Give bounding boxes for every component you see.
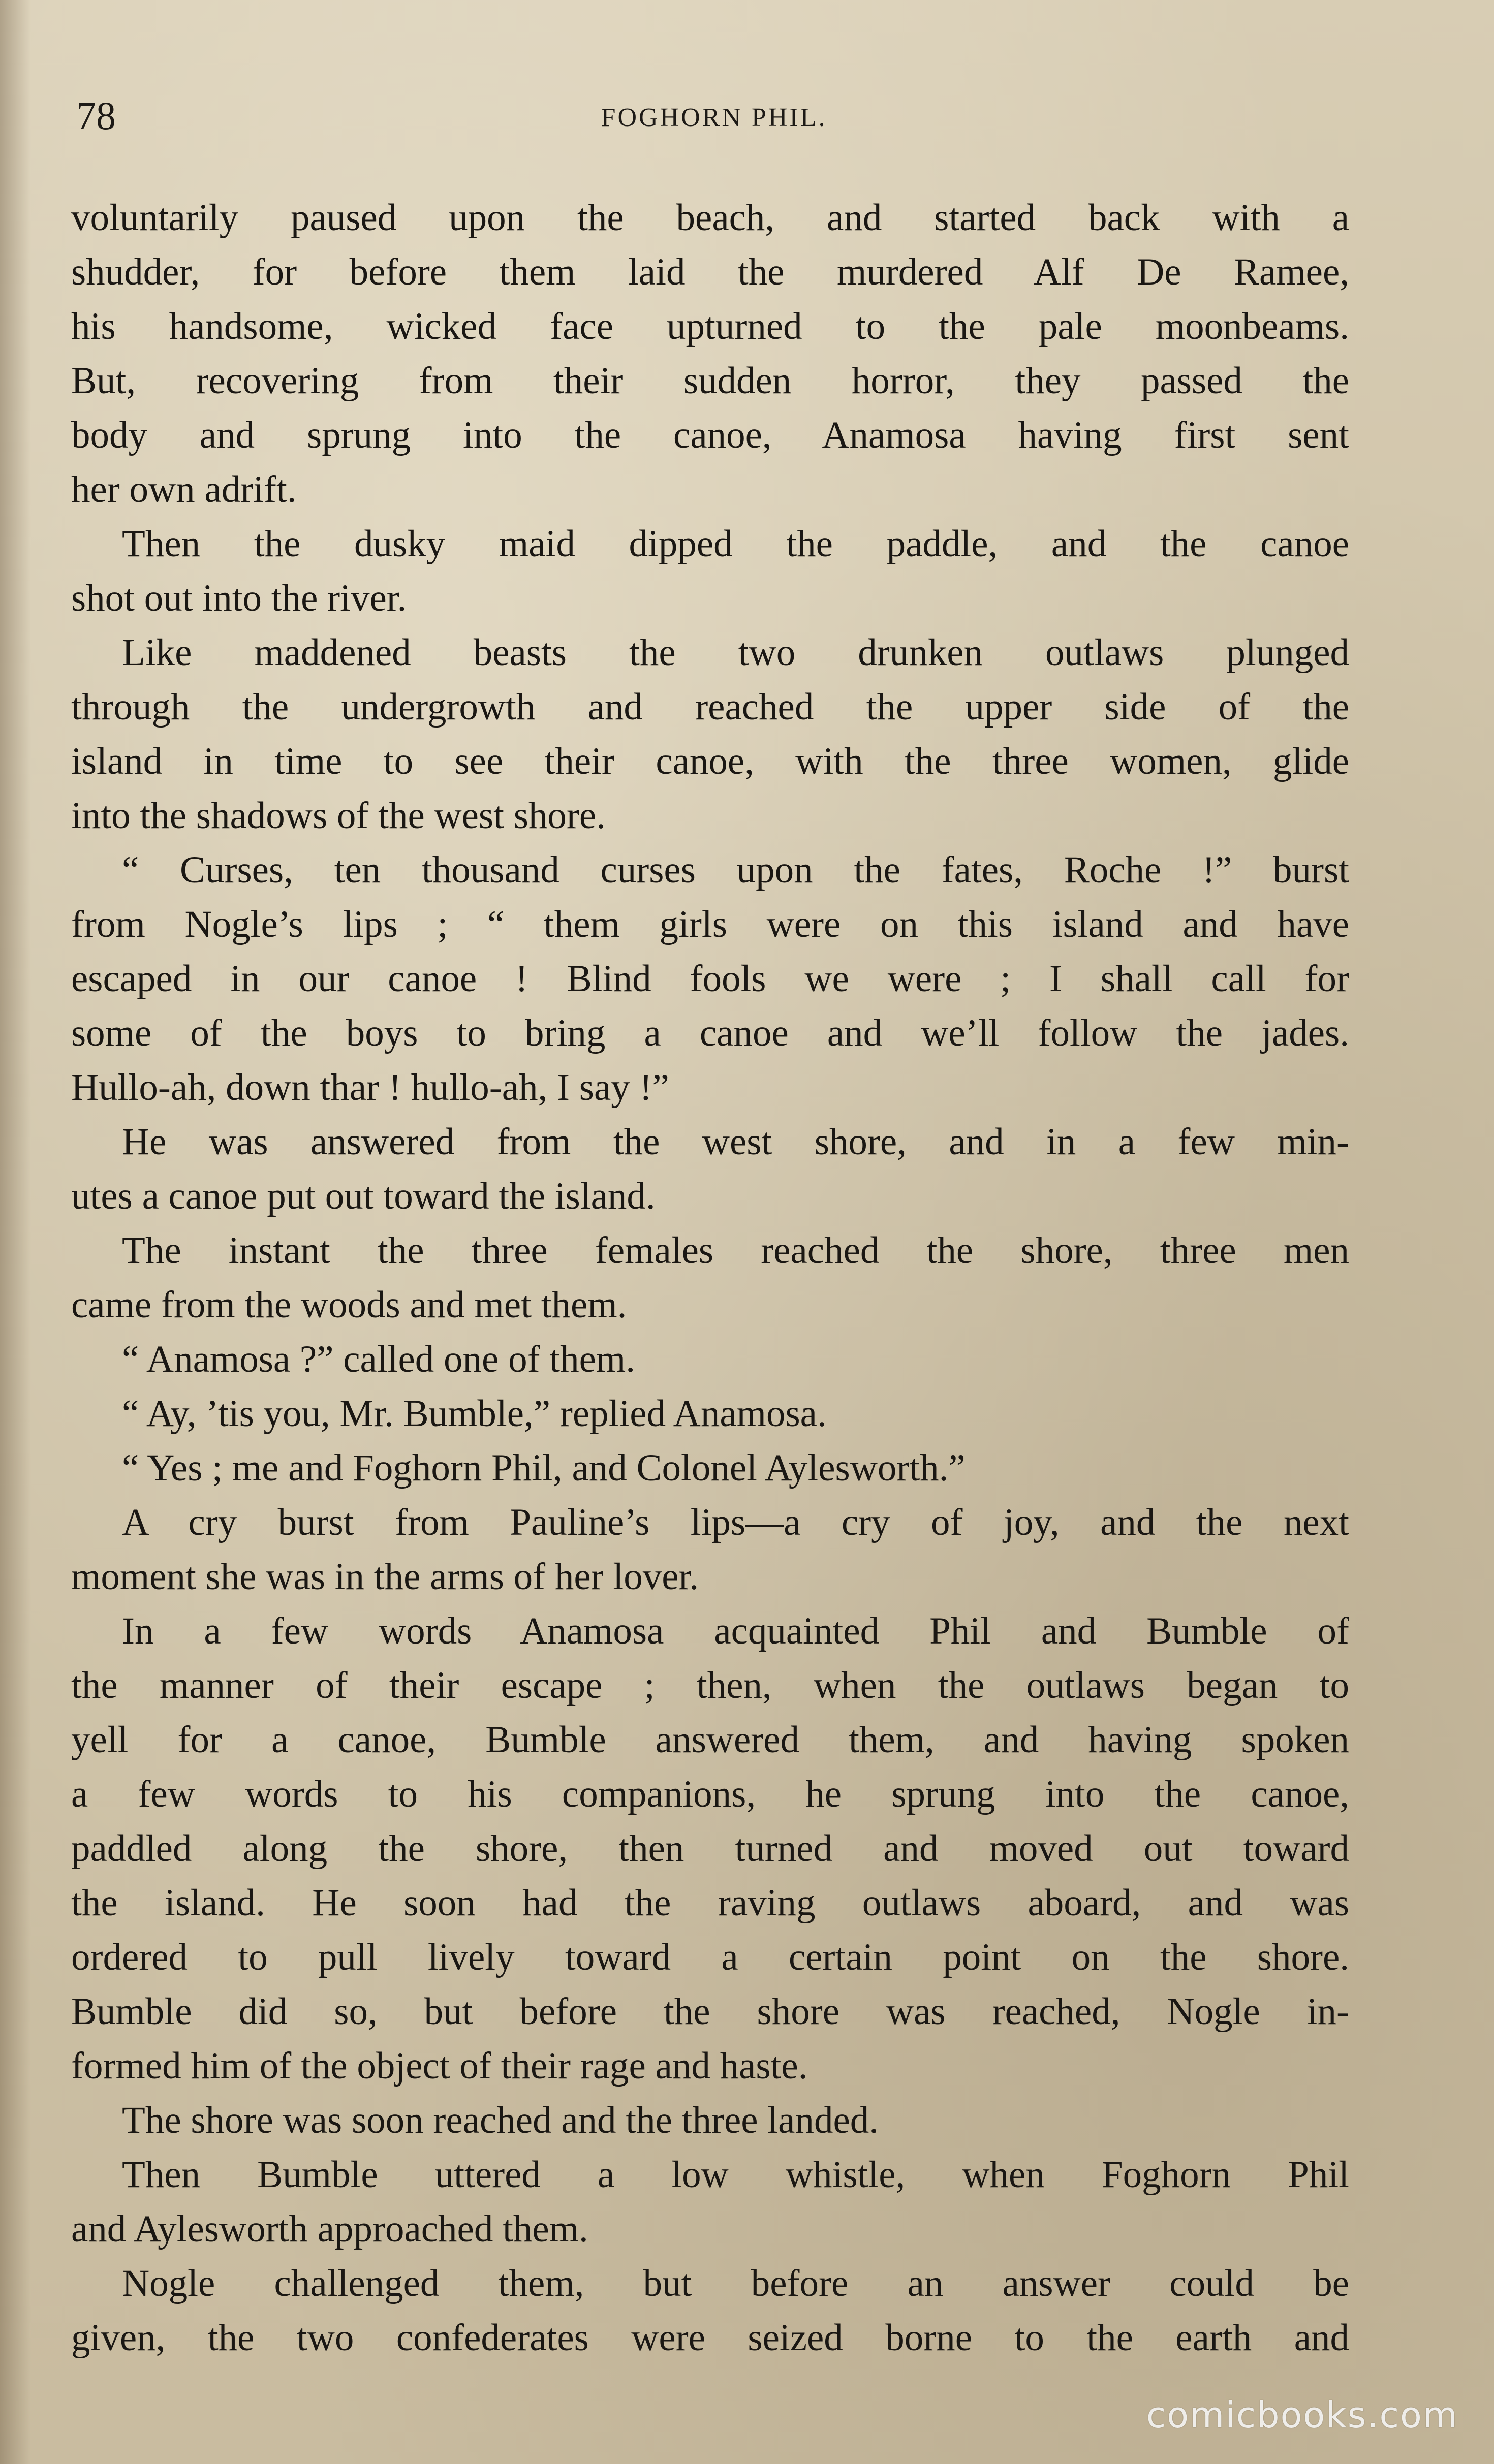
text-line: moment she was in the arms of her lover. xyxy=(71,1556,699,1598)
text-line: body and sprung into the canoe, Anamosa having first sent xyxy=(71,414,1349,456)
text-line: A cry burst from Pauline’s lips—a cry of joy, and the next xyxy=(122,1501,1349,1543)
text-line: escaped in our canoe ! Blind fools we were ; I shall call for xyxy=(71,958,1349,1000)
text-line: her own adrift. xyxy=(71,468,297,511)
text-line: island in time to see their canoe, with the three women, glide xyxy=(71,740,1349,782)
text-line: Hullo-ah, down thar ! hullo-ah, I say !” xyxy=(71,1066,669,1109)
text-line: Nogle challenged them, but before an answer could be xyxy=(122,2262,1349,2304)
text-line: the manner of their escape ; then, when the outlaws began to xyxy=(71,1664,1349,1707)
text-line: But, recovering from their sudden horror, they passed the xyxy=(71,360,1349,402)
text-line: “ Ay, ’tis you, Mr. Bumble,” replied Anamosa. xyxy=(122,1393,827,1435)
text-line: Then the dusky maid dipped the paddle, and the canoe xyxy=(122,523,1349,565)
text-line: given, the two confederates were seized borne to the earth and xyxy=(71,2317,1349,2359)
text-line: utes a canoe put out toward the island. xyxy=(71,1175,656,1217)
text-line: his handsome, wicked face upturned to the pale moonbeams. xyxy=(71,305,1349,348)
text-line: through the undergrowth and reached the upper side of the xyxy=(71,686,1349,728)
text-line: into the shadows of the west shore. xyxy=(71,795,606,837)
text-line: Like maddened beasts the two drunken outlaws plunged xyxy=(122,631,1349,674)
text-line: In a few words Anamosa acquainted Phil and Bumble of xyxy=(122,1610,1349,1652)
text-line: shudder, for before them laid the murdered Alf De Ramee, xyxy=(71,251,1349,293)
text-line: some of the boys to bring a canoe and we’ll follow the jades. xyxy=(71,1012,1349,1054)
text-line: came from the woods and met them. xyxy=(71,1284,627,1326)
text-line: paddled along the shore, then turned and moved out toward xyxy=(71,1827,1349,1870)
body-text xyxy=(71,191,1349,2365)
text-line: formed him of the object of their rage and haste. xyxy=(71,2045,808,2087)
page-header xyxy=(76,86,1352,147)
text-line: “ Yes ; me and Foghorn Phil, and Colonel Aylesworth.” xyxy=(122,1447,966,1489)
text-line: The instant the three females reached the shore, three men xyxy=(122,1229,1349,1272)
text-line: The shore was soon reached and the three landed. xyxy=(122,2099,879,2141)
text-line: Bumble did so, but before the shore was reached, Nogle in- xyxy=(71,1991,1349,2033)
text-line: from Nogle’s lips ; “ them girls were on this island and have xyxy=(71,903,1349,945)
text-line: “ Curses, ten thousand curses upon the fates, Roche !” burst xyxy=(122,849,1349,891)
text-line: Then Bumble uttered a low whistle, when Foghorn Phil xyxy=(122,2154,1349,2196)
page-number: 78 xyxy=(76,93,116,138)
text-line: yell for a canoe, Bumble answered them, and having spoken xyxy=(71,1719,1349,1761)
text-line: “ Anamosa ?” called one of them. xyxy=(122,1338,636,1380)
text-line: voluntarily paused upon the beach, and started back with a xyxy=(71,197,1349,239)
running-head: FOGHORN PHIL. xyxy=(601,103,827,132)
page-edge-shadow xyxy=(0,0,30,2464)
text-line: He was answered from the west shore, and in a few min- xyxy=(122,1121,1349,1163)
text-line: the island. He soon had the raving outlaws aboard, and was xyxy=(71,1882,1349,1924)
text-line: and Aylesworth approached them. xyxy=(71,2208,588,2250)
text-line: a few words to his companions, he sprung into the canoe, xyxy=(71,1773,1349,1815)
text-line: ordered to pull lively toward a certain point on the shore. xyxy=(71,1936,1349,1978)
watermark: comicbooks.com xyxy=(1146,2394,1458,2436)
text-line: shot out into the river. xyxy=(71,577,407,619)
